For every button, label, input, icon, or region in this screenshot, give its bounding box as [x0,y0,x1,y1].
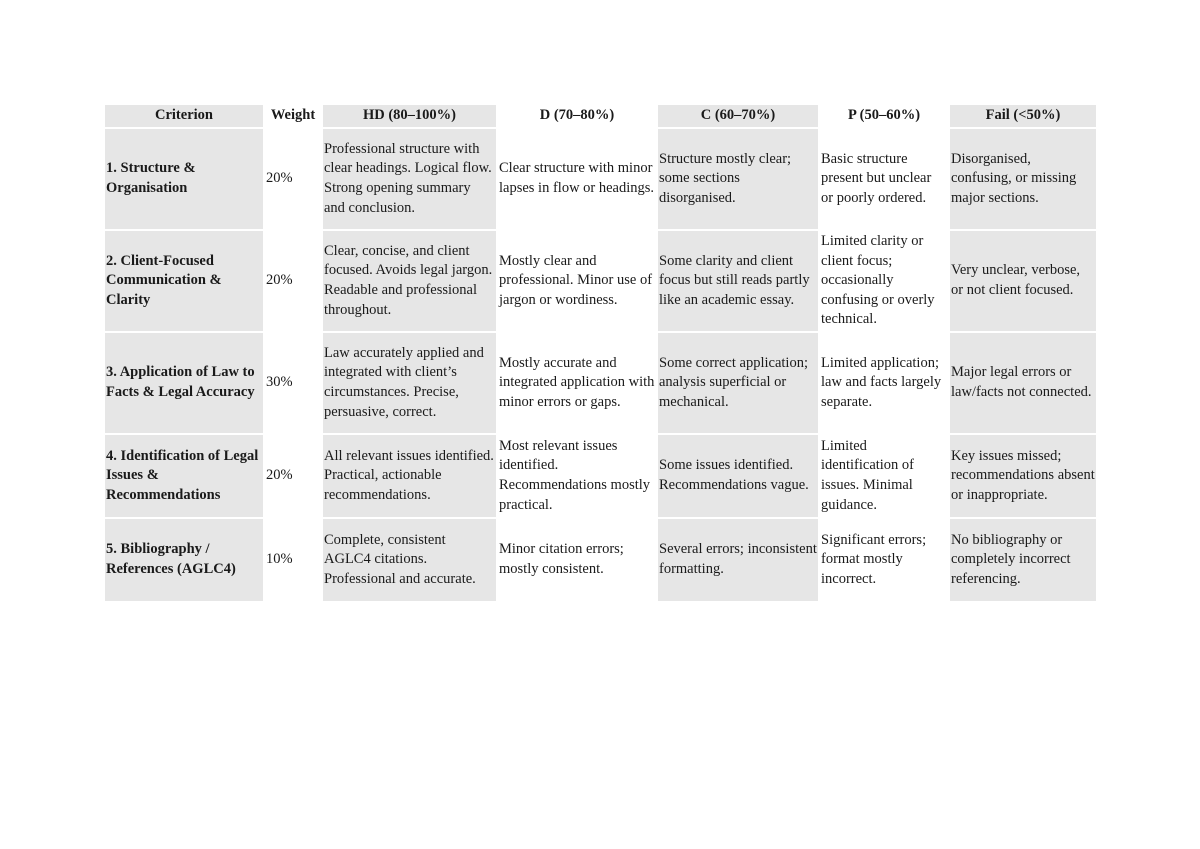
fail-cell: Very unclear, verbose, or not client focused. [949,230,1097,332]
d-cell: Minor citation errors; mostly consistent. [497,518,657,602]
p-cell: Basic structure present but unclear or poorly ordered. [819,128,949,230]
criterion-cell: 3. Application of Law to Facts & Legal Accuracy [105,332,264,434]
header-d: D (70–80%) [497,105,657,128]
c-cell: Some correct application; analysis superficial or mechanical. [657,332,819,434]
d-cell: Clear structure with minor lapses in flow or headings. [497,128,657,230]
weight-cell: 30% [264,332,322,434]
table-row [105,128,1097,230]
fail-cell: Key issues missed; recommendations absent or inappropriate. [949,434,1097,518]
p-cell: Limited identification of issues. Minimal guidance. [819,434,949,518]
weight-cell: 20% [264,434,322,518]
criterion-cell: 1. Structure & Organisation [105,128,264,230]
c-cell: Some issues identified. Recommendations vague. [657,434,819,518]
table-row [105,518,1097,602]
p-cell: Significant errors; format mostly incorrect. [819,518,949,602]
fail-cell: No bibliography or completely incorrect referencing. [949,518,1097,602]
table-row [105,332,1097,434]
header-criterion: Criterion [105,105,264,128]
header-p: P (50–60%) [819,105,949,128]
hd-cell: All relevant issues identified. Practical, actionable recommendations. [322,434,497,518]
hd-cell: Complete, consistent AGLC4 citations. Professional and accurate. [322,518,497,602]
header-fail: Fail (<50%) [949,105,1097,128]
weight-cell: 20% [264,230,322,332]
c-cell: Some clarity and client focus but still reads partly like an academic essay. [657,230,819,332]
d-cell: Mostly clear and professional. Minor use of jargon or wordiness. [497,230,657,332]
criterion-cell: 5. Bibliography / References (AGLC4) [105,518,264,602]
fail-cell: Disorganised, confusing, or missing major sections. [949,128,1097,230]
criterion-cell: 4. Identification of Legal Issues & Recommendations [105,434,264,518]
table-row [105,230,1097,332]
hd-cell: Law accurately applied and integrated with client’s circumstances. Precise, persuasive, correct. [322,332,497,434]
d-cell: Mostly accurate and integrated application with minor errors or gaps. [497,332,657,434]
p-cell: Limited application; law and facts largely separate. [819,332,949,434]
header-c: C (60–70%) [657,105,819,128]
d-cell: Most relevant issues identified. Recommendations mostly practical. [497,434,657,518]
header-row [105,105,1097,128]
hd-cell: Clear, concise, and client focused. Avoids legal jargon. Readable and professional throughout. [322,230,497,332]
p-cell: Limited clarity or client focus; occasionally confusing or overly technical. [819,230,949,332]
table-row [105,434,1097,518]
c-cell: Several errors; inconsistent formatting. [657,518,819,602]
c-cell: Structure mostly clear; some sections disorganised. [657,128,819,230]
weight-cell: 20% [264,128,322,230]
header-weight: Weight [264,105,322,128]
fail-cell: Major legal errors or law/facts not connected. [949,332,1097,434]
marking-rubric-table [105,105,1098,603]
weight-cell: 10% [264,518,322,602]
criterion-cell: 2. Client-Focused Communication & Clarity [105,230,264,332]
header-hd: HD (80–100%) [322,105,497,128]
hd-cell: Professional structure with clear headings. Logical flow. Strong opening summary and conclusion. [322,128,497,230]
